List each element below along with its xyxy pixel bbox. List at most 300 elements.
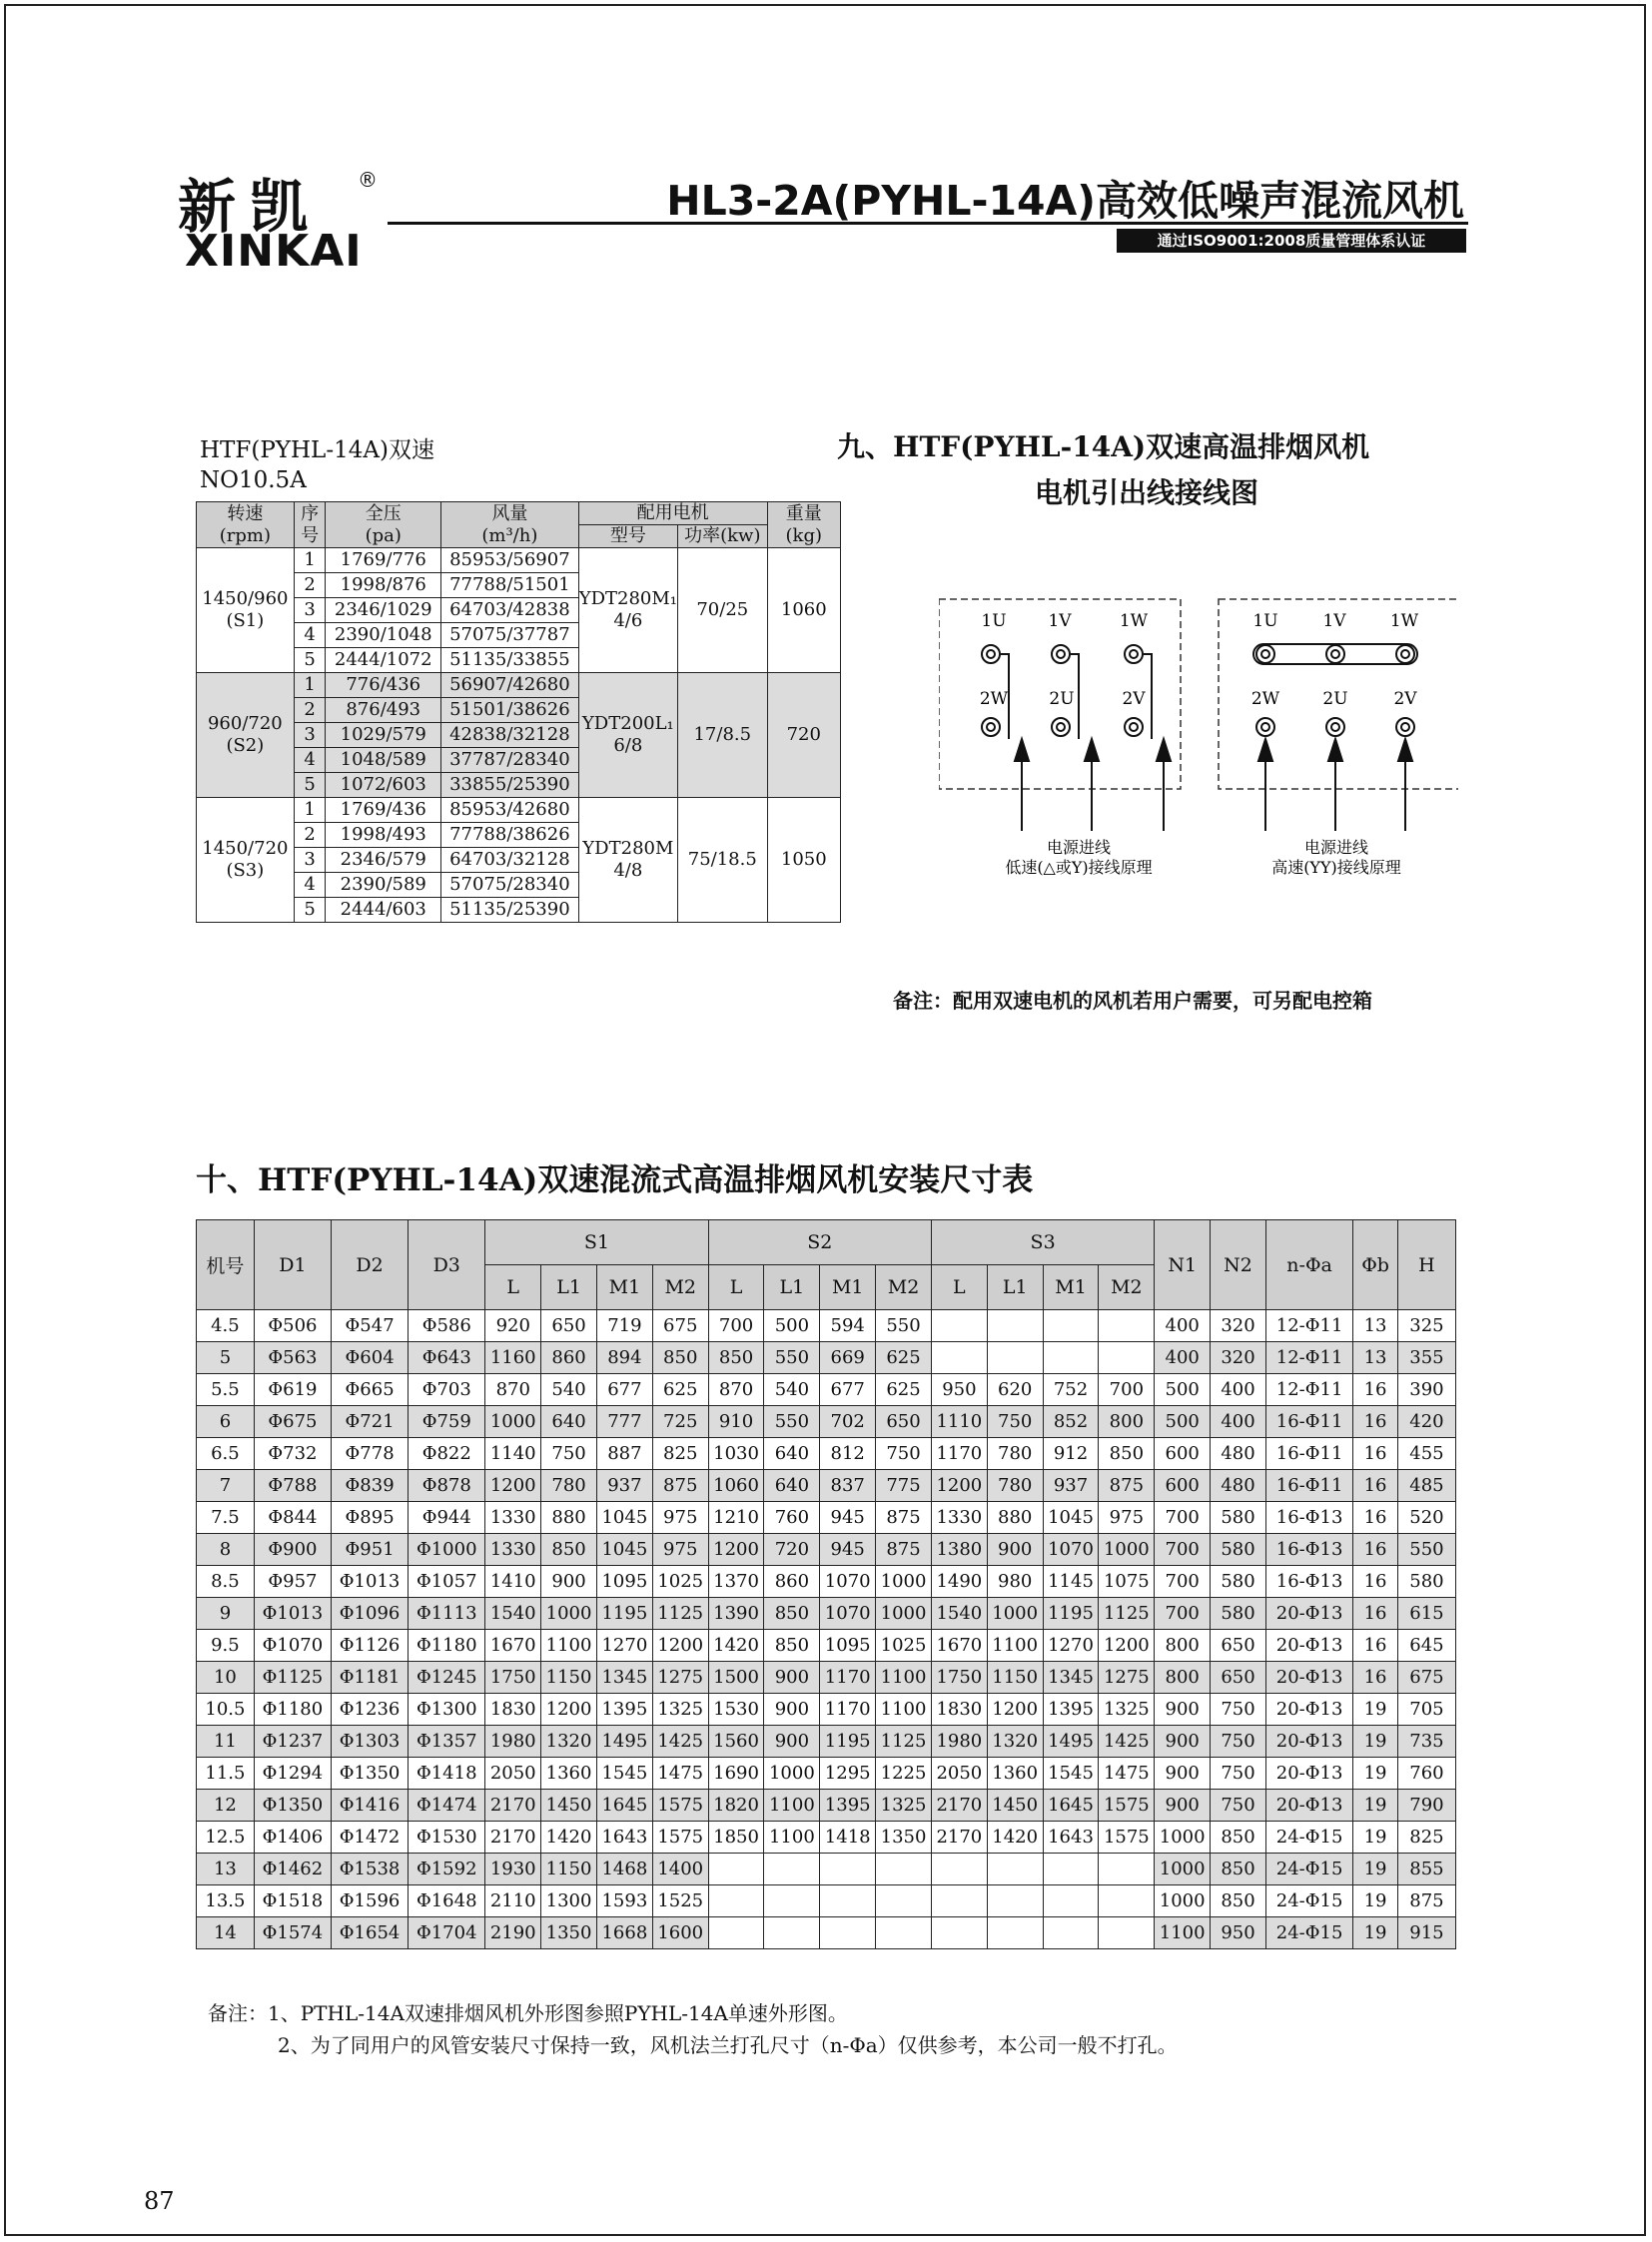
dims-cell: 1395 (1043, 1694, 1099, 1726)
col-d1: D1 (254, 1220, 331, 1310)
dims-cell: 1110 (931, 1406, 987, 1438)
dims-cell: Φ1530 (409, 1822, 485, 1854)
dims-cell: 1330 (485, 1502, 541, 1534)
seq-cell: 4 (294, 873, 326, 898)
dims-cell: 580 (1211, 1566, 1266, 1598)
seq-cell: 2 (294, 698, 326, 723)
dims-cell: 20-Φ13 (1265, 1726, 1352, 1758)
registered-mark: ® (358, 168, 378, 192)
dims-cell: 887 (596, 1438, 652, 1470)
airflow-cell: 57075/28340 (441, 873, 579, 898)
dims-cell: 1100 (876, 1662, 932, 1694)
high-terminal-2v: 2V (1393, 689, 1417, 709)
dims-cell: 1450 (541, 1790, 597, 1822)
dims-cell: 520 (1397, 1502, 1455, 1534)
dims-cell: 1140 (485, 1438, 541, 1470)
dims-cell: 625 (652, 1374, 708, 1406)
dims-cell: 800 (1099, 1406, 1155, 1438)
dims-cell: 640 (541, 1406, 597, 1438)
dims-cell: 900 (764, 1662, 820, 1694)
speed-header: 转速 (rpm) (197, 502, 295, 548)
dims-cell: 600 (1155, 1438, 1211, 1470)
dims-cell: 540 (764, 1374, 820, 1406)
dims-cell: 735 (1397, 1726, 1455, 1758)
dims-cell: 752 (1043, 1374, 1099, 1406)
dims-cell: 580 (1211, 1534, 1266, 1566)
dims-cell: 1000 (1155, 1854, 1211, 1885)
airflow-cell: 77788/38626 (441, 823, 579, 848)
dims-cell: 550 (764, 1406, 820, 1438)
dims-cell: 777 (596, 1406, 652, 1438)
dims-cell: 20-Φ13 (1265, 1790, 1352, 1822)
power-cell: 17/8.5 (678, 673, 768, 798)
dims-cell: 850 (652, 1342, 708, 1374)
perf-row (197, 673, 841, 698)
airflow-cell: 51501/38626 (441, 698, 579, 723)
dims-cell: 1320 (987, 1726, 1043, 1758)
dims-cell: 24-Φ15 (1265, 1885, 1352, 1917)
dims-cell: 915 (1397, 1917, 1455, 1949)
dims-cell: 700 (1155, 1598, 1211, 1630)
dims-cell: 780 (987, 1438, 1043, 1470)
dims-cell: 1980 (485, 1726, 541, 1758)
dims-cell: 837 (820, 1470, 876, 1502)
dims-cell: 719 (596, 1310, 652, 1342)
dims-cell: 1980 (931, 1726, 987, 1758)
dims-cell: 19 (1353, 1758, 1398, 1790)
pressure-cell: 1998/876 (326, 573, 441, 598)
dims-cell: 1850 (708, 1822, 764, 1854)
seq-cell: 4 (294, 623, 326, 648)
dims-cell: 420 (1397, 1406, 1455, 1438)
dims-cell: 800 (1155, 1630, 1211, 1662)
dims-cell: 900 (764, 1694, 820, 1726)
col-sub-m1: M1 (820, 1265, 876, 1310)
airflow-cell: 85953/42680 (441, 798, 579, 823)
dims-cell: 19 (1353, 1790, 1398, 1822)
dims-cell: 12-Φ11 (1265, 1374, 1352, 1406)
dims-cell: 16-Φ11 (1265, 1470, 1352, 1502)
dims-cell (820, 1854, 876, 1885)
dims-cell: 975 (1099, 1502, 1155, 1534)
dims-cell: 550 (876, 1310, 932, 1342)
weight-header: 重量 (kg) (767, 502, 840, 548)
col-holes: n-Φa (1265, 1220, 1352, 1310)
dims-cell: 1200 (931, 1470, 987, 1502)
dims-cell: 2050 (485, 1758, 541, 1790)
dims-cell: 9 (197, 1598, 255, 1630)
dims-cell: 400 (1211, 1374, 1266, 1406)
dims-cell: Φ788 (254, 1470, 331, 1502)
airflow-cell: 85953/56907 (441, 548, 579, 573)
dims-cell: 1070 (820, 1598, 876, 1630)
col-n1: N1 (1155, 1220, 1211, 1310)
dims-cell: 1500 (708, 1662, 764, 1694)
dims-cell: 650 (876, 1406, 932, 1438)
dims-cell: 12-Φ11 (1265, 1310, 1352, 1342)
dims-cell: 12 (197, 1790, 255, 1822)
dims-cell: 750 (1211, 1758, 1266, 1790)
airflow-cell: 56907/42680 (441, 673, 579, 698)
seq-cell: 3 (294, 598, 326, 623)
dims-cell: 400 (1155, 1310, 1211, 1342)
dims-cell: 16-Φ11 (1265, 1438, 1352, 1470)
dims-cell: 1495 (596, 1726, 652, 1758)
dims-cell: 1645 (1043, 1790, 1099, 1822)
dims-cell: 875 (876, 1502, 932, 1534)
seq-cell: 3 (294, 848, 326, 873)
dims-cell: 20-Φ13 (1265, 1662, 1352, 1694)
dims-cell: 1643 (1043, 1822, 1099, 1854)
dims-cell: 1495 (1043, 1726, 1099, 1758)
dims-cell: Φ1300 (409, 1694, 485, 1726)
dims-cell: Φ1592 (409, 1854, 485, 1885)
dims-cell: 1200 (485, 1470, 541, 1502)
dims-cell: 875 (1099, 1470, 1155, 1502)
dims-cell: 912 (1043, 1438, 1099, 1470)
dims-cell (1043, 1854, 1099, 1885)
col-sub-l: L (708, 1265, 764, 1310)
airflow-cell: 77788/51501 (441, 573, 579, 598)
dims-cell: 1150 (541, 1854, 597, 1885)
seq-cell: 1 (294, 548, 326, 573)
dims-cell: 1395 (820, 1790, 876, 1822)
dims-cell: 620 (987, 1374, 1043, 1406)
dims-cell: 1170 (820, 1694, 876, 1726)
dims-cell: 12.5 (197, 1822, 255, 1854)
dims-cell (1043, 1917, 1099, 1949)
col-b: Φb (1353, 1220, 1398, 1310)
dims-cell: Φ1474 (409, 1790, 485, 1822)
dims-cell: 1330 (931, 1502, 987, 1534)
dims-cell: 1100 (987, 1630, 1043, 1662)
dims-cell: 20-Φ13 (1265, 1598, 1352, 1630)
dims-cell: 800 (1155, 1662, 1211, 1694)
dims-cell: 775 (876, 1470, 932, 1502)
dims-cell: 16 (1353, 1598, 1398, 1630)
dims-cell: 900 (1155, 1758, 1211, 1790)
dims-cell: Φ839 (332, 1470, 409, 1502)
dims-cell: 16 (1353, 1662, 1398, 1694)
low-terminal-1w: 1W (1119, 611, 1149, 631)
dims-cell (764, 1917, 820, 1949)
dims-cell: 13 (1353, 1342, 1398, 1374)
dims-cell: 480 (1211, 1438, 1266, 1470)
dims-cell: Φ1472 (332, 1822, 409, 1854)
dims-cell: 24-Φ15 (1265, 1822, 1352, 1854)
pressure-cell: 776/436 (326, 673, 441, 698)
dims-cell: 640 (764, 1438, 820, 1470)
dims-cell: 400 (1155, 1342, 1211, 1374)
dims-cell: 2170 (485, 1822, 541, 1854)
dims-cell: Φ506 (254, 1310, 331, 1342)
dims-cell (1043, 1885, 1099, 1917)
airflow-header: 风量 (m³/h) (441, 502, 579, 548)
dims-cell: Φ1416 (332, 1790, 409, 1822)
dims-cell: Φ1057 (409, 1566, 485, 1598)
dims-cell: 1930 (485, 1854, 541, 1885)
dims-cell: 16-Φ11 (1265, 1406, 1352, 1438)
dims-cell: 1395 (596, 1694, 652, 1726)
dims-cell: 1060 (708, 1470, 764, 1502)
dims-cell: 700 (1099, 1374, 1155, 1406)
dims-cell: Φ1462 (254, 1854, 331, 1885)
dims-cell: Φ895 (332, 1502, 409, 1534)
dims-row (197, 1758, 1456, 1790)
dims-cell: 24-Φ15 (1265, 1854, 1352, 1885)
dims-row (197, 1694, 1456, 1726)
dims-cell: 550 (1397, 1534, 1455, 1566)
dims-cell: Φ721 (332, 1406, 409, 1438)
motor-power-header: 功率(kw) (678, 525, 768, 548)
dims-cell (987, 1917, 1043, 1949)
dims-cell: 825 (1397, 1822, 1455, 1854)
dims-cell: 16 (1353, 1502, 1398, 1534)
dims-row (197, 1470, 1456, 1502)
dims-row (197, 1726, 1456, 1758)
dims-cell: 650 (541, 1310, 597, 1342)
dims-cell: Φ1704 (409, 1917, 485, 1949)
high-terminal-1w: 1W (1389, 611, 1419, 631)
dims-cell: Φ778 (332, 1438, 409, 1470)
low-terminal-2u: 2U (1049, 689, 1075, 709)
dims-cell: Φ1538 (332, 1854, 409, 1885)
pressure-cell: 1769/776 (326, 548, 441, 573)
seq-cell: 5 (294, 898, 326, 923)
dims-cell: Φ1303 (332, 1726, 409, 1758)
dims-cell: 1345 (1043, 1662, 1099, 1694)
dims-cell (764, 1885, 820, 1917)
dims-cell: 750 (541, 1438, 597, 1470)
page-title: HL3-2A(PYHL-14A)高效低噪声混流风机 (666, 177, 1464, 225)
dims-cell: 850 (764, 1598, 820, 1630)
dims-cell: 1593 (596, 1885, 652, 1917)
dims-cell: 5 (197, 1342, 255, 1374)
wiring-note: 备注：配用双速电机的风机若用户需要，可另配电控箱 (893, 989, 1372, 1013)
dims-cell: Φ1518 (254, 1885, 331, 1917)
dims-cell: 1545 (596, 1758, 652, 1790)
dims-cell: 24-Φ15 (1265, 1917, 1352, 1949)
dims-cell: 1820 (708, 1790, 764, 1822)
dims-cell: 870 (485, 1374, 541, 1406)
dims-cell: 855 (1397, 1854, 1455, 1885)
pressure-cell: 2390/1048 (326, 623, 441, 648)
dims-cell: 1360 (987, 1758, 1043, 1790)
dims-cell: 19 (1353, 1726, 1398, 1758)
col-d2: D2 (332, 1220, 409, 1310)
airflow-cell: 33855/25390 (441, 773, 579, 798)
dims-cell: 1125 (652, 1598, 708, 1630)
dims-cell (708, 1917, 764, 1949)
dims-cell: Φ1294 (254, 1758, 331, 1790)
dims-cell: 16-Φ13 (1265, 1566, 1352, 1598)
airflow-cell: 57075/37787 (441, 623, 579, 648)
dims-cell: 600 (1155, 1470, 1211, 1502)
col-sub-l1: L1 (764, 1265, 820, 1310)
dims-cell: 13 (197, 1854, 255, 1885)
dims-cell: Φ1245 (409, 1662, 485, 1694)
seq-header: 序号 (294, 502, 326, 548)
dims-cell: 1370 (708, 1566, 764, 1598)
dims-cell (764, 1854, 820, 1885)
dims-cell: 1200 (541, 1694, 597, 1726)
dims-cell: 1100 (1155, 1917, 1211, 1949)
dims-cell: 8.5 (197, 1566, 255, 1598)
power-cell: 70/25 (678, 548, 768, 673)
dims-cell: 355 (1397, 1342, 1455, 1374)
dims-cell: 875 (652, 1470, 708, 1502)
dims-cell: 860 (764, 1566, 820, 1598)
dims-cell: 1100 (541, 1630, 597, 1662)
dims-cell: 1000 (876, 1598, 932, 1630)
wiring-section-subtitle: 电机引出线接线图 (1035, 476, 1259, 509)
dims-cell: 900 (1155, 1694, 1211, 1726)
dims-cell: 1468 (596, 1854, 652, 1885)
dims-row (197, 1406, 1456, 1438)
dims-cell: 1360 (541, 1758, 597, 1790)
dims-cell: 2190 (485, 1917, 541, 1949)
dims-cell: Φ675 (254, 1406, 331, 1438)
pressure-cell: 1998/493 (326, 823, 441, 848)
airflow-cell: 64703/42838 (441, 598, 579, 623)
pressure-header: 全压 (pa) (326, 502, 441, 548)
dims-cell: 16-Φ13 (1265, 1502, 1352, 1534)
dims-cell (987, 1854, 1043, 1885)
dims-cell: Φ844 (254, 1502, 331, 1534)
dims-cell: Φ1350 (332, 1758, 409, 1790)
airflow-cell: 51135/25390 (441, 898, 579, 923)
dims-cell: 850 (1211, 1822, 1266, 1854)
dims-cell (987, 1885, 1043, 1917)
dims-cell: 320 (1211, 1310, 1266, 1342)
dims-cell: 900 (1155, 1726, 1211, 1758)
dims-cell: 16 (1353, 1630, 1398, 1662)
dims-cell: 1210 (708, 1502, 764, 1534)
pressure-cell: 2346/579 (326, 848, 441, 873)
motor-model-cell: YDT280M₁ 4/6 (578, 548, 677, 673)
high-power-arrows (1258, 739, 1412, 831)
dims-row (197, 1534, 1456, 1566)
dims-cell: 16 (1353, 1534, 1398, 1566)
dims-cell: 875 (1397, 1885, 1455, 1917)
pressure-cell: 2346/1029 (326, 598, 441, 623)
dims-cell: 937 (1043, 1470, 1099, 1502)
dims-cell: 1000 (876, 1566, 932, 1598)
seq-cell: 2 (294, 823, 326, 848)
dims-cell: 702 (820, 1406, 876, 1438)
dims-cell (931, 1342, 987, 1374)
dims-cell: 2170 (485, 1790, 541, 1822)
dims-cell: 1150 (541, 1662, 597, 1694)
dims-cell: Φ944 (409, 1502, 485, 1534)
col-sub-m1: M1 (1043, 1265, 1099, 1310)
dims-cell: 1420 (708, 1630, 764, 1662)
dims-cell (931, 1917, 987, 1949)
airflow-cell: 64703/32128 (441, 848, 579, 873)
dims-cell: 1475 (652, 1758, 708, 1790)
dims-cell: 19 (1353, 1854, 1398, 1885)
airflow-cell: 51135/33855 (441, 648, 579, 673)
dims-cell: 455 (1397, 1438, 1455, 1470)
dims-cell: 900 (987, 1534, 1043, 1566)
pressure-cell: 876/493 (326, 698, 441, 723)
dims-cell: 14 (197, 1917, 255, 1949)
weight-cell: 720 (767, 673, 840, 798)
dims-cell: 1145 (1043, 1566, 1099, 1598)
perf-row (197, 548, 841, 573)
dims-cell: 12-Φ11 (1265, 1342, 1352, 1374)
dims-cell: 1325 (876, 1790, 932, 1822)
dims-cell: 1030 (708, 1438, 764, 1470)
dims-row (197, 1566, 1456, 1598)
speed-cell: 1450/720 (S3) (197, 798, 295, 923)
dims-cell: 880 (987, 1502, 1043, 1534)
col-model: 机号 (197, 1220, 255, 1310)
dims-cell: 1075 (1099, 1566, 1155, 1598)
dims-cell: 1195 (596, 1598, 652, 1630)
low-terminal-2v: 2V (1122, 689, 1146, 709)
dims-cell: 1295 (820, 1758, 876, 1790)
dims-cell: 870 (708, 1374, 764, 1406)
dims-cell: 700 (708, 1310, 764, 1342)
dims-cell (931, 1854, 987, 1885)
low-terminal-1u: 1U (981, 611, 1007, 631)
high-power-label: 电源进线 (1303, 838, 1369, 857)
dims-cell: 1418 (820, 1822, 876, 1854)
dims-cell: 1390 (708, 1598, 764, 1630)
dims-cell: 1300 (541, 1885, 597, 1917)
dims-cell: 750 (876, 1438, 932, 1470)
dims-cell: 580 (1211, 1598, 1266, 1630)
dims-row (197, 1822, 1456, 1854)
dims-cell: 1690 (708, 1758, 764, 1790)
dims-cell: Φ1357 (409, 1726, 485, 1758)
dims-cell: 1575 (1099, 1822, 1155, 1854)
dims-cell: 1475 (1099, 1758, 1155, 1790)
col-n2: N2 (1211, 1220, 1266, 1310)
dims-cell: 975 (652, 1502, 708, 1534)
col-sub-l1: L1 (541, 1265, 597, 1310)
dims-cell: Φ822 (409, 1438, 485, 1470)
dims-cell: 1600 (652, 1917, 708, 1949)
dims-cell: 900 (764, 1726, 820, 1758)
dims-cell: 19 (1353, 1822, 1398, 1854)
dims-cell: 1320 (541, 1726, 597, 1758)
dims-cell: 1410 (485, 1566, 541, 1598)
dims-cell: 760 (1397, 1758, 1455, 1790)
dims-cell (708, 1885, 764, 1917)
dims-cell (1043, 1310, 1099, 1342)
dims-cell: 850 (1099, 1438, 1155, 1470)
col-sub-m2: M2 (1099, 1265, 1155, 1310)
seq-cell: 1 (294, 798, 326, 823)
dims-cell: 812 (820, 1438, 876, 1470)
dims-cell: 669 (820, 1342, 876, 1374)
dims-cell (1099, 1342, 1155, 1374)
motor-model-cell: YDT280M 4/8 (578, 798, 677, 923)
dims-cell: 850 (708, 1342, 764, 1374)
dims-row (197, 1790, 1456, 1822)
low-power-label: 电源进线 (1046, 838, 1112, 857)
col-sub-l: L (931, 1265, 987, 1310)
brand-name-en: XINKAI (185, 226, 363, 277)
dims-cell: 580 (1397, 1566, 1455, 1598)
dims-cell: 700 (1155, 1566, 1211, 1598)
dims-cell: 1095 (596, 1566, 652, 1598)
dims-cell: Φ951 (332, 1534, 409, 1566)
dims-cell: 9.5 (197, 1630, 255, 1662)
dims-cell: 750 (987, 1406, 1043, 1438)
